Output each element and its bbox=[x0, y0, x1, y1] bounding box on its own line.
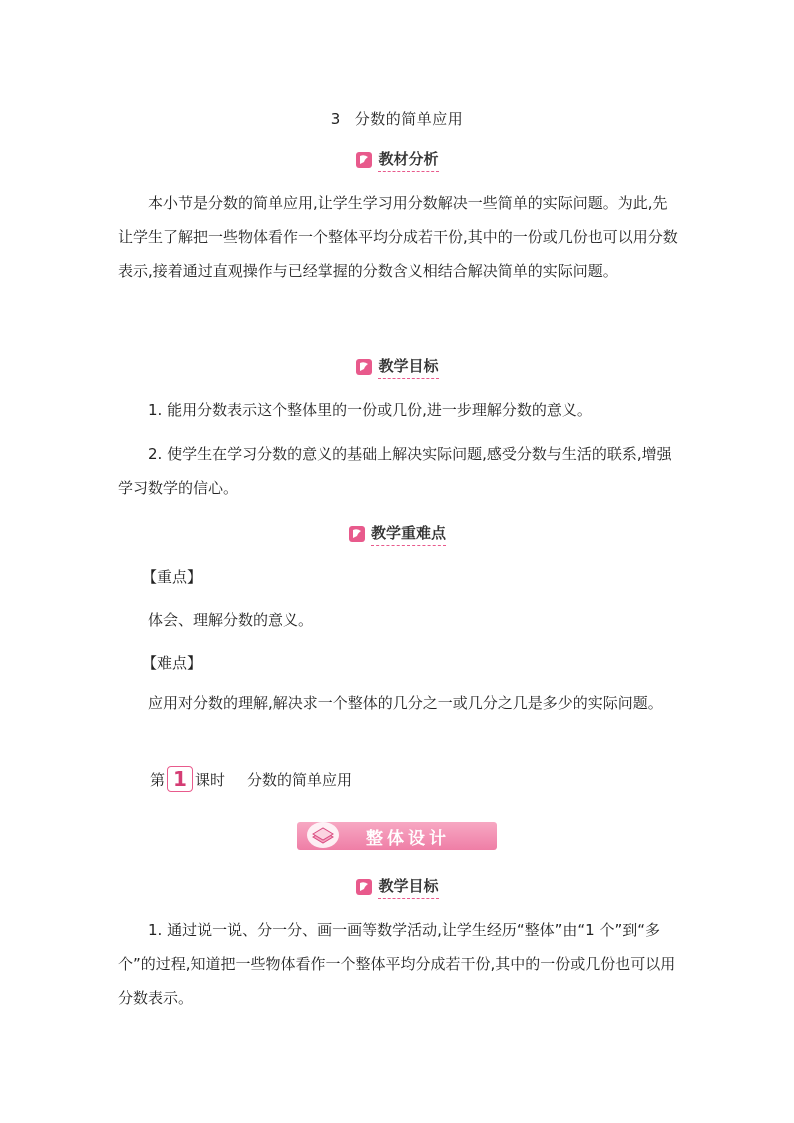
banner-label: 整体设计 bbox=[366, 828, 450, 849]
lesson-title: 分数的简单应用 bbox=[247, 770, 353, 789]
flag-icon bbox=[348, 525, 366, 543]
flag-icon bbox=[355, 878, 373, 896]
flag-icon bbox=[355, 358, 373, 376]
lesson-line bbox=[150, 766, 352, 792]
analysis-paragraph: 本小节是分数的简单应用,让学生学习用分数解决一些简单的实际问题。为此,先让学生了解把一些物体看作一个整体平均分成若干份,其中的一份或几份也可以用分数表示,接着通过直观操作与已经掌握的分数含义相结合解决简单的实际问题。 bbox=[118, 194, 678, 280]
difficult-text: 应用对分数的理解,解决求一个整体的几分之一或几分之几是多少的实际问题。 bbox=[148, 694, 663, 712]
flag-icon bbox=[355, 151, 373, 169]
book-icon bbox=[305, 815, 341, 851]
heading-label: 教材分析 bbox=[378, 148, 438, 172]
heading-keypoints bbox=[0, 522, 794, 547]
goal-item: 1. 能用分数表示这个整体里的一份或几份,进一步理解分数的意义。 bbox=[148, 401, 592, 419]
key-text: 体会、理解分数的意义。 bbox=[148, 611, 314, 629]
difficult-label: 【难点】 bbox=[142, 654, 203, 672]
goal-item: 1. 通过说一说、分一分、画一画等数学活动,让学生经历“整体”由“1 个”到“多个”的过程,知道把一些物体看作一个整体平均分成若干份,其中的一份或几份也可以用分数表示。 bbox=[118, 921, 676, 1007]
goal-item: 2. 使学生在学习分数的意义的基础上解决实际问题,感受分数与生活的联系,增强学习数学的信心。 bbox=[118, 445, 672, 497]
lesson-suffix: 课时 bbox=[195, 770, 226, 789]
key-label: 【重点】 bbox=[142, 568, 203, 586]
heading-goals bbox=[0, 355, 794, 380]
lesson-number-badge: 1 bbox=[167, 766, 193, 792]
heading-label: 教学目标 bbox=[378, 875, 438, 899]
section-title: 分数的简单应用 bbox=[354, 110, 464, 128]
lesson-prefix: 第 bbox=[150, 770, 166, 789]
heading-label: 教学目标 bbox=[378, 355, 438, 379]
design-banner bbox=[297, 822, 497, 850]
heading-label: 教学重难点 bbox=[371, 522, 446, 546]
heading-analysis bbox=[0, 148, 794, 173]
heading-goals-2 bbox=[0, 875, 794, 900]
page-title bbox=[0, 108, 794, 129]
section-number: 3 bbox=[330, 110, 341, 128]
